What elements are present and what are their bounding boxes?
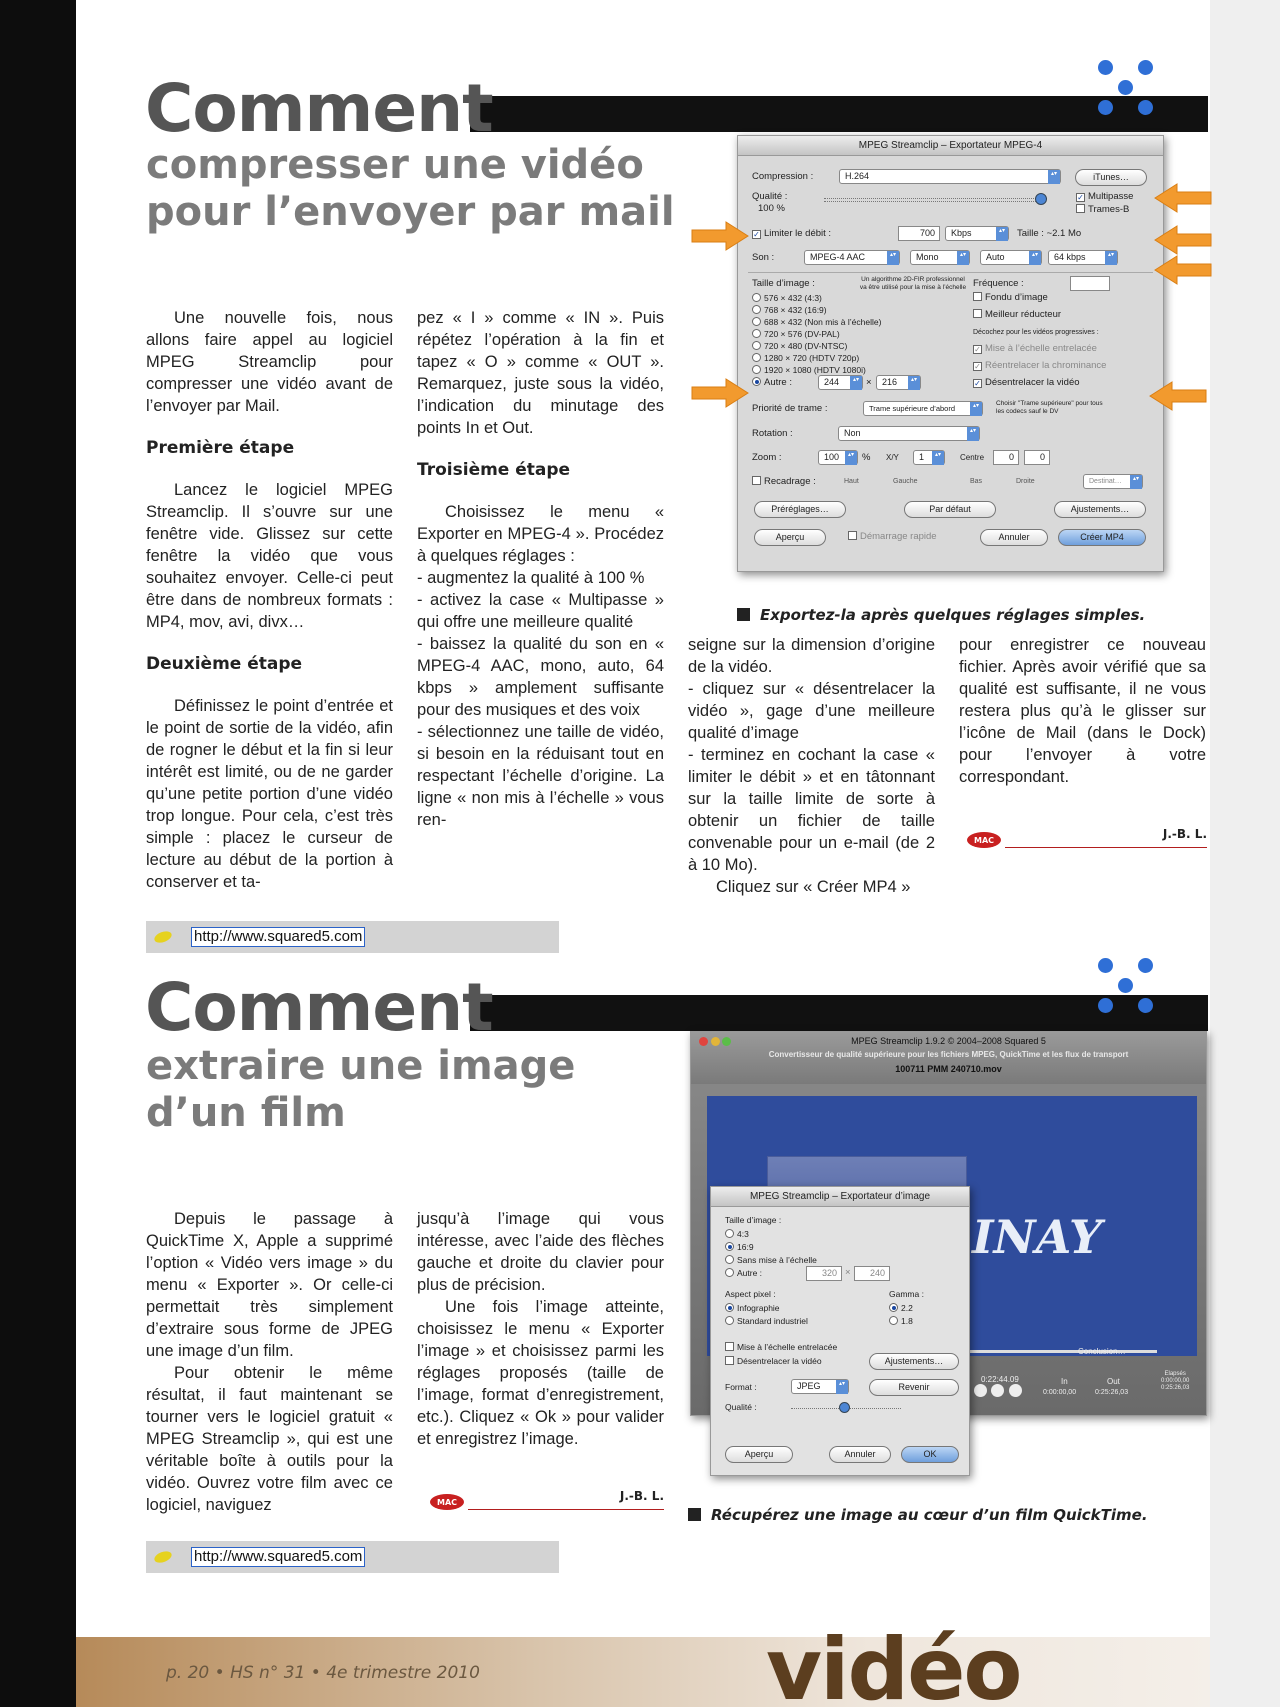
subhead-line: pour l’envoyer par mail [146,189,675,235]
multipass-checkbox[interactable]: Multipasse [1088,191,1134,202]
size-label: 720 × 576 (DV-PAL) [764,329,840,339]
size-label: 576 × 432 (4:3) [764,293,822,303]
size-label: 688 × 432 (Non mis à l’échelle) [764,317,882,327]
size-label: 1280 × 720 (HDTV 720p) [764,353,860,363]
aspect-radio[interactable]: Standard industriel [737,1316,808,1326]
label: In [1061,1377,1068,1386]
label: Rotation : [752,428,793,439]
size-label: 720 × 480 (DV-NTSC) [764,341,848,351]
bullet: - cliquez sur « désentrelacer la vidéo », gage d’une meilleure qualité d’image [688,680,935,742]
label: Out [1107,1377,1120,1386]
svg-text:MAC: MAC [973,836,995,845]
center-y-field[interactable]: 0 [1024,450,1050,465]
algo-note: Un algorithme 2D-FIR professionnel va être utilisé pour la mise à l’échelle [859,276,967,291]
article1-column-2 [417,307,664,831]
subhead [146,1043,575,1137]
label: Son : [752,252,775,263]
video-title-text: INAY [972,1210,1102,1264]
magazine-logo-icon [428,1488,466,1510]
height-field[interactable]: 216 ▴▾ [876,375,921,390]
bframes-checkbox[interactable]: Trames-B [1088,204,1130,215]
width-field[interactable]: 320 [806,1266,842,1281]
author-initials: J.-B. L. [1162,827,1207,841]
step-icon[interactable] [1009,1384,1022,1397]
bullet: - baissez la qualité du son en « MPEG-4 AAC, mono, auto, 64 kbps » amplement suffisante pour des musiques et des voix [417,635,664,719]
right-arrow-icon [690,218,750,254]
source-link[interactable]: http://www.squared5.com [191,927,365,947]
article2-column-1 [146,1208,393,1516]
quality-slider[interactable] [824,198,1044,202]
radio-button[interactable] [752,305,761,314]
subhead-line: extraire une image [146,1043,576,1089]
progressive-note: Décochez pour les vidéos progressives : [973,329,1099,336]
label: Gauche [893,478,918,485]
magazine-logo-icon [965,826,1003,848]
reinterlace-checkbox[interactable]: Réentrelacer la chrominance [985,360,1107,371]
step-heading: Première étape [146,438,295,458]
elapsed-value: 0:25:26,03 [1161,1385,1190,1391]
label: Bas [970,478,983,485]
leaf-icon [152,1549,174,1565]
ratio-radio[interactable]: Sans mise à l’échelle [737,1255,817,1265]
url-bar [146,921,559,953]
in-point-value: 0:00:00,00 [1043,1389,1077,1396]
paragraph: Une nouvelle fois, nous allons faire appel au logiciel MPEG Streamclip pour compresser une vidéo avant de l’envoyer par Mail. [146,309,393,415]
paragraph: Cliquez sur « Créer MP4 » [716,878,911,896]
paragraph: Pour obtenir le même résultat, il faut maintenant se tourner vers le logiciel gratuit « MPEG Streamclip », qui est une véritable boîte à outils pour la vidéo. Ouvrez votre film avec ce logiciel, naviguez [146,1364,393,1514]
gamma-radio[interactable]: 2.2 [901,1303,913,1313]
label: Gamma : [889,1289,924,1299]
article2-column-2 [417,1208,664,1450]
label: Aspect pixel : [725,1289,776,1299]
article1-column-1 [146,307,393,893]
mpeg4-export-dialog: MPEG Streamclip – Exportateur MPEG-4 Compression : H.264 ▴▾ iTunes… Qualité : 100 % ✓ Multipasse Trames-B ✓ Limiter le débit : 700 Kbps ▴▾ Taille : ~2.1 Mo Son : MPEG-4 AAC ▴▾ Mono ▴▾ Auto ▴▾ 64 kbps ▴▾ Taille d’image : Un algorithme 2D-FIR professionnel va être utilisé pour la mise à l’échelle 576 × 432 (4:3) 768 × 432 (16:9) 688 × 432 (Non mis à l’échelle) 720 × 576 (DV-PAL) 720 × 480 (DV-NTSC) 1280 × 720 (HDTV 720p) 1920 × 1080 (HDTV 1080i) Autre : 244 ▴▾ × 216 ▴▾ Fréquence : Fondu d’image Meilleur réducteur Décochez pour les vidéos progressives : ✓ Mise à l’échelle entrelacée ✓ Réentrelacer la chrominance ✓ Désentrelacer la vidéo Priorité de trame : Trame supérieure d’abord ▴▾ Choisir "Trame supérieure" pour tous les codecs sauf le DV Rotation : Non ▴▾ Zoom : 100 ▴▾ % X/Y 1 ▴▾ Centre 0 0 Recadrage : Haut Gauche Bas Droite Destinat… ▴▾ Préréglages… Par défaut Ajustements… Aperçu Démarrage rapide Annuler Créer MP4 [737,135,1164,572]
crop-dest-select[interactable]: Destinat… ▴▾ [1083,474,1143,489]
kicker-title: Comment [145,70,493,147]
slider-thumb[interactable] [1035,193,1047,205]
paragraph: Définissez le point d’entrée et le point de sortie de la vidéo, afin de rogner le début et la fin si leur intérêt est limité, ou de ne garder qu’une petite portion d’une vidéo trop longue. Pour cela, c’est très simple : placez le curseur de lecture au début de la portion à conserver et ta- [146,697,393,891]
adjustments-button[interactable]: Ajustements… [869,1353,959,1370]
gamma-radio[interactable]: 1.8 [901,1316,913,1326]
paragraph: seigne sur la dimension d’origine de la vidéo. [688,636,935,676]
elapsed-value: 0:00:00,00 [1161,1378,1190,1384]
file-name: 100711 PMM 240710.mov [895,1064,1002,1074]
figure-caption [688,1505,1148,1525]
bullet: - activez la case « Multipasse » qui offre une meilleure qualité [417,591,664,631]
window-title: MPEG Streamclip 1.9.2 © 2004–2008 Squared 5 [851,1036,1046,1046]
fast-start-checkbox[interactable]: Démarrage rapide [860,531,937,542]
sound-kbps-select[interactable]: 64 kbps ▴▾ [1048,250,1118,265]
dialog-title: MPEG Streamclip – Exportateur d’image [711,1187,969,1207]
bullet: - augmentez la qualité à 100 % [417,569,645,587]
format-select[interactable]: JPEG ▴▾ [791,1379,849,1394]
figure-caption [737,605,1145,625]
section-title: vidéo [766,1620,1021,1707]
page-footer [76,1620,1210,1707]
radio-button[interactable] [752,293,761,302]
signature [965,826,1207,850]
size-estimate: Taille : ~2.1 Mo [1017,228,1082,239]
interlaced-scale-checkbox[interactable]: Mise à l’échelle entrelacée [737,1342,838,1352]
sound-rate-select[interactable]: Auto ▴▾ [980,250,1042,265]
signature [428,1488,664,1512]
paragraph: pour enregistrer ce nouveau fichier. Après avoir vérifié que sa qualité est suffisante, il ne vous restera plus qu’à le glisser sur l’icône de Mail (dans le Dock) pour l’envoyer à votre correspondant. [959,636,1206,786]
label: Zoom : [752,452,782,463]
subhead-line: compresser une vidéo [146,142,644,188]
label: X/Y [886,453,899,462]
paragraph: Une fois l’image atteinte, choisissez le menu « Exporter l’image » et choisissez parmi les réglages proposés (taille de l’image, format d’enregistrement, etc.). Cliquez « Ok » pour valider et enregistrez l’image. [417,1298,664,1448]
dots-decoration [1094,956,1156,1016]
dialog-title: MPEG Streamclip – Exportateur MPEG-4 [738,136,1163,156]
center-x-field[interactable]: 0 [993,450,1019,465]
minimize-icon[interactable] [711,1037,720,1046]
paragraph: Depuis le passage à QuickTime X, Apple a supprimé l’option « Vidéo vers image » du menu « Exporter ». Or celle-ci permettait très simplement d’extraire sous forme de JPEG une image d’un film. [146,1210,393,1360]
preview-button[interactable]: Aperçu [725,1446,793,1463]
divider [748,272,1153,273]
bullet: - sélectionnez une taille de vidéo, si besoin en la réduisant tout en respectant l’échelle d’origine. La ligne « non mis à l’échelle » vous ren- [417,723,664,829]
deinterlace-checkbox[interactable]: Désentrelacer la vidéo [737,1356,822,1366]
left-arrow-icon [1148,378,1208,414]
adjustments-button[interactable]: Ajustements… [1054,501,1146,518]
url-bar [146,1541,559,1573]
left-arrow-icon [1153,180,1213,216]
size-radio[interactable] [752,292,822,304]
blend-checkbox[interactable]: Fondu d’image [985,292,1048,303]
caption-text: Récupérez une image au cœur d’un film QuickTime. [711,1506,1148,1524]
revert-button[interactable]: Revenir [869,1379,959,1396]
author-initials: J.-B. L. [619,1489,664,1503]
priority-note: Choisir "Trame supérieure" pour tous les codecs sauf le DV [996,400,1103,415]
size-radio[interactable] [752,328,840,340]
compression-select[interactable]: H.264 ▴▾ [839,169,1061,184]
image-export-dialog: MPEG Streamclip – Exportateur d’image Taille d’image : 4:3 16:9 Sans mise à l’échelle Autre : 320 × 240 Aspect pixel : Infographie Standard industriel Gamma : 2.2 1.8 Mise à l’échelle entrelacée Désentrelacer la vidéo Ajustements… Format : JPEG ▴▾ Revenir Qualité : Aperçu Annuler OK [710,1186,970,1476]
subhead-line: d’un film [146,1090,346,1136]
ratio-radio[interactable]: 4:3 [737,1229,749,1239]
step-heading: Deuxième étape [146,654,303,674]
paragraph: Choisissez le menu « Exporter en MPEG-4 ». Procédez à quelques réglages : [417,503,664,565]
itunes-button[interactable]: iTunes… [1075,169,1147,186]
label: Droite [1016,478,1035,485]
zoom-field[interactable]: 100 ▴▾ [818,450,858,465]
rotation-select[interactable]: Non ▴▾ [838,426,980,441]
radio-button[interactable] [752,341,761,350]
other-size-radio[interactable]: Autre : [764,377,792,388]
chapter-label: Conclusion… [1078,1347,1126,1356]
paragraph: jusqu’à l’image qui vous intéresse, avec l’aide des flèches gauche et droite du clavier pour plus de précision. [417,1210,664,1294]
label: Taille d’image : [752,278,815,289]
rate-field[interactable]: 700 [898,226,940,241]
step-heading: Troisième étape [417,460,571,480]
leaf-icon [152,929,174,945]
field-priority-select[interactable]: Trame supérieure d’abord ▴▾ [863,401,983,416]
create-mp4-button[interactable]: Créer MP4 [1058,529,1146,546]
ratio-radio[interactable]: Autre : [737,1268,763,1278]
paragraph: Lancez le logiciel MPEG Streamclip. Il s’ouvre sur une fenêtre vide. Glissez sur cette fenêtre la vidéo que vous souhaitez envoyer. Celle-ci peut être dans de nombreux formats : MP4, mov, avi, divx… [146,481,393,631]
close-icon[interactable] [699,1037,708,1046]
presets-button[interactable]: Préréglages… [754,501,846,518]
size-radio[interactable] [752,352,859,364]
label: Qualité : [725,1402,757,1412]
label: Haut [844,478,859,485]
timecode: 0:22:44.09 [981,1375,1019,1384]
left-arrow-icon [1153,252,1213,288]
page-info: p. 20 • HS n° 31 • 4e trimestre 2010 [166,1663,480,1683]
sound-codec-select[interactable]: MPEG-4 AAC ▴▾ [804,250,900,265]
dots-decoration [1094,58,1156,118]
size-radio[interactable] [752,304,827,316]
svg-text:MAC: MAC [436,1498,458,1507]
size-radio[interactable] [752,316,881,328]
default-button[interactable]: Par défaut [904,501,996,518]
article1-column-3 [688,634,935,898]
window-subtitle: Convertisseur de qualité supérieure pour les fichiers MPEG, QuickTime et les flux de transport [768,1050,1129,1059]
article1-column-4 [959,634,1206,788]
timeline-scrubber[interactable] [967,1350,1157,1353]
label: Qualité : [752,191,788,202]
aspect-radio[interactable]: Infographie [737,1303,780,1313]
subhead [146,142,675,236]
size-label: 768 × 432 (16:9) [764,305,827,315]
zoom-icon[interactable] [722,1037,731,1046]
source-link[interactable]: http://www.squared5.com [191,1547,365,1567]
caption-text: Exportez-la après quelques réglages simples. [760,606,1146,624]
radio-button[interactable] [752,365,761,374]
bullet: - terminez en cochant la case « limiter le débit » et en tâtonnant sur la taille limite de sorte à obtenir un fichier de taille convenable pour un e-mail (de 2 à 10 Mo). [688,746,935,874]
label: Elapsés [1164,1371,1186,1377]
better-scale-checkbox[interactable]: Meilleur réducteur [985,309,1062,320]
ratio-radio[interactable]: 16:9 [737,1242,754,1252]
radio-button[interactable] [752,329,761,338]
cancel-button[interactable]: Annuler [980,529,1048,546]
radio-button[interactable] [752,317,761,326]
height-field[interactable]: 240 [854,1266,890,1281]
out-point-value: 0:25:26,03 [1095,1389,1129,1396]
width-field[interactable]: 244 ▴▾ [818,375,863,390]
label: Format : [725,1382,757,1392]
xy-field[interactable]: 1 ▴▾ [913,450,945,465]
frequency-field[interactable] [1070,276,1110,291]
crop-checkbox[interactable]: Recadrage : [764,476,816,487]
ok-button[interactable]: OK [901,1446,959,1463]
right-arrow-icon [690,375,750,411]
play-icon[interactable] [974,1384,987,1397]
quality-value: 100 % [758,203,785,214]
interlaced-scale-checkbox[interactable]: Mise à l’échelle entrelacée [985,343,1097,354]
sound-channels-select[interactable]: Mono ▴▾ [910,250,970,265]
radio-button[interactable] [752,353,761,362]
label: Fréquence : [973,278,1024,289]
left-margin-bar [0,0,76,1707]
label: Priorité de trame : [752,403,828,414]
size-radio[interactable] [752,340,847,352]
right-margin-bar [1210,0,1280,1707]
cancel-button[interactable]: Annuler [829,1446,891,1463]
stop-icon[interactable] [991,1384,1004,1397]
paragraph: pez « I » comme « IN ». Puis répétez l’opération à la fin et tapez « O » comme « OUT ». Remarquez, juste sous la vidéo, l’indication du minutage des points In et Out. [417,309,664,437]
label: Taille d’image : [725,1215,782,1225]
preview-button[interactable]: Aperçu [754,529,826,546]
limit-rate-checkbox[interactable]: Limiter le débit : [764,228,832,239]
label: Compression : [752,171,814,182]
deinterlace-checkbox[interactable]: Désentrelacer la vidéo [985,377,1080,388]
kicker-title: Comment [145,969,493,1046]
label: Centre [960,453,985,462]
rate-unit-select[interactable]: Kbps ▴▾ [945,226,1009,241]
slider-thumb[interactable] [839,1402,850,1413]
size-label: 1920 × 1080 (HDTV 1080i) [764,365,866,375]
